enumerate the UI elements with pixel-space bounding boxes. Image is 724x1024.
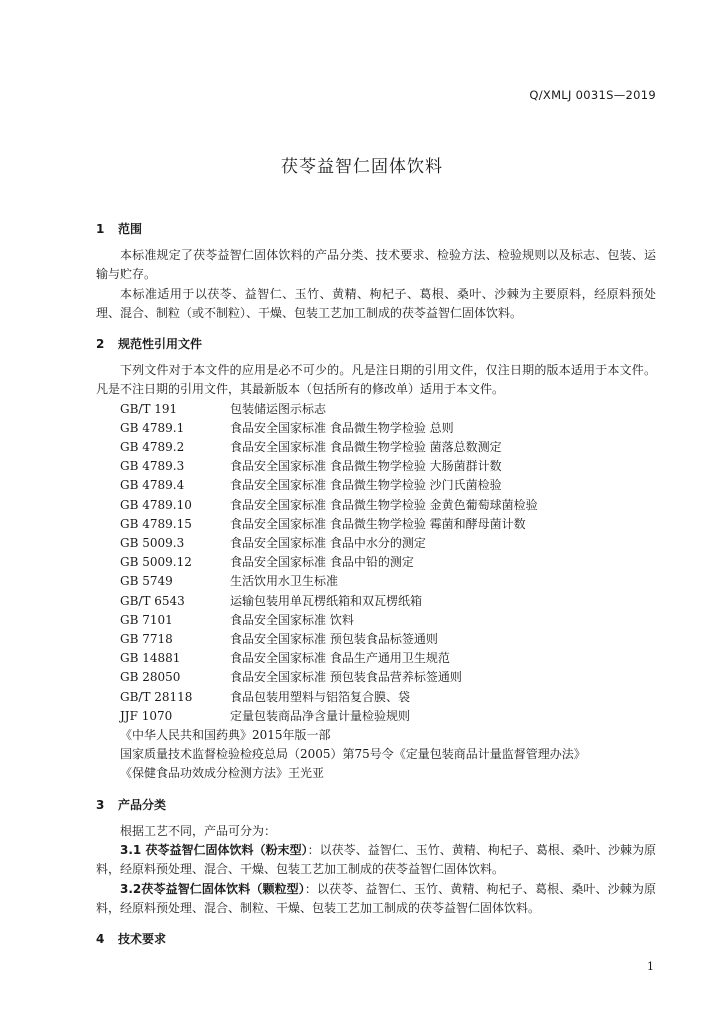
reference-list [120,400,656,726]
reference-row [120,457,656,476]
section-1-heading [96,220,656,239]
reference-name: 食品安全国家标准 预包装食品营养标签通则 [230,670,462,685]
section-number: 2 [96,337,105,352]
reference-code: GB 14881 [120,651,181,666]
reference-row [120,438,656,457]
reference-row [120,572,656,591]
reference-name: 食品安全国家标准 食品微生物学检验 菌落总数测定 [230,440,502,455]
classification-text: ：以茯苓、益智仁、玉竹、黄精、枸杞子、葛根、桑叶、沙棘为原料，经原料预处理、混合、制粒、干燥、包装工艺加工制成的茯苓益智仁固体饮料。 [96,881,656,915]
document-title: 茯苓益智仁固体饮料 [281,157,443,177]
reference-code: GB 5009.3 [120,536,185,551]
reference-code: GB 28050 [120,670,181,685]
section-title: 规范性引用文件 [118,337,203,352]
reference-code: GB 5749 [120,574,173,589]
extra-reference: 《中华人民共和国药典》2015年版一部 [120,728,331,743]
reference-name: 食品安全国家标准 食品微生物学检验 沙门氏菌检验 [230,478,502,493]
section-2-heading [96,335,656,354]
reference-name: 食品包装用塑料与铝箔复合膜、袋 [230,689,411,704]
reference-name: 食品安全国家标准 食品中铅的测定 [230,555,414,570]
reference-row [120,630,656,649]
reference-name: 食品安全国家标准 食品微生物学检验 金黄色葡萄球菌检验 [230,497,538,512]
reference-row [120,400,656,419]
classification-term: 3.2茯苓益智仁固体饮料（颗粒型） [120,881,305,896]
reference-code: GB 7718 [120,632,173,647]
reference-row [120,515,656,534]
classification-text: ：以茯苓、益智仁、玉竹、黄精、枸杞子、葛根、桑叶、沙棘为原料，经原料预处理、混合、干燥、包装工艺加工制成的茯苓益智仁固体饮料。 [96,843,656,877]
paragraph: 本标准规定了茯苓益智仁固体饮料的产品分类、技术要求、检验方法、检验规则以及标志、包装、运输与贮存。 [96,248,656,282]
reference-name: 食品安全国家标准 饮料 [230,612,354,627]
extra-reference-list [96,726,656,784]
document-body [96,216,656,956]
reference-name: 食品安全国家标准 食品微生物学检验 总则 [230,420,454,435]
section-title: 产品分类 [118,797,167,812]
reference-code: GB 4789.10 [120,497,192,512]
reference-row [120,534,656,553]
classification-item [96,841,656,879]
reference-name: 食品安全国家标准 食品微生物学检验 大肠菌群计数 [230,459,502,474]
reference-row [120,649,656,668]
reference-name: 生活饮用水卫生标准 [230,574,339,589]
reference-code: GB 5009.12 [120,555,192,570]
section-number: 3 [96,797,105,812]
section-4-heading [96,930,656,949]
reference-code: GB 4789.1 [120,420,185,435]
paragraph: 根据工艺不同，产品可分为： [120,823,277,838]
reference-name: 食品安全国家标准 食品微生物学检验 霉菌和酵母菌计数 [230,516,526,531]
reference-code: GB 7101 [120,612,173,627]
reference-name: 包装储运图示标志 [230,401,327,416]
reference-name: 食品安全国家标准 预包装食品标签通则 [230,632,438,647]
section-number: 4 [96,931,105,946]
extra-reference: 国家质量技术监督检验检疫总局（2005）第75号令《定量包装商品计量监督管理办法》 [120,747,586,762]
reference-row [120,496,656,515]
reference-code: GB 4789.2 [120,440,185,455]
reference-row [120,592,656,611]
section-title: 范围 [118,222,143,236]
section-title: 技术要求 [118,931,167,946]
reference-row [120,419,656,438]
reference-code: GB/T 28118 [120,689,193,704]
page-number: 1 [647,960,654,973]
reference-row [120,707,656,726]
reference-code: GB 4789.15 [120,516,192,531]
reference-name: 食品安全国家标准 食品生产通用卫生规范 [230,651,450,666]
reference-name: 运输包装用单瓦楞纸箱和双瓦楞纸箱 [230,593,423,608]
reference-code: JJF 1070 [120,708,173,723]
reference-row [120,668,656,687]
reference-row [120,553,656,572]
reference-code: GB 4789.4 [120,478,185,493]
classification-item [96,880,656,918]
paragraph: 下列文件对于本文件的应用是必不可少的。凡是注日期的引用文件，仅注日期的版本适用于本文件。凡是不注日期的引用文件，其最新版本（包括所有的修改单）适用于本文件。 [96,363,656,397]
reference-row [120,476,656,495]
reference-name: 食品安全国家标准 食品中水分的测定 [230,536,426,551]
section-3-heading [96,796,656,815]
classification-term: 3.1 茯苓益智仁固体饮料（粉末型） [120,843,308,858]
reference-code: GB/T 191 [120,401,178,416]
reference-name: 定量包装商品净含量计量检验规则 [230,708,411,723]
extra-reference: 《保健食品功效成分检测方法》王光亚 [120,766,325,781]
reference-row [120,611,656,630]
reference-code: GB 4789.3 [120,459,185,474]
reference-code: GB/T 6543 [120,593,185,608]
standard-code: Q/XMLJ 0031S—2019 [529,88,656,102]
section-number: 1 [96,222,105,236]
paragraph: 本标准适用于以茯苓、益智仁、玉竹、黄精、枸杞子、葛根、桑叶、沙棘为主要原料，经原料预处理、混合、制粒（或不制粒）、干燥、包装工艺加工制成的茯苓益智仁固体饮料。 [96,286,656,320]
reference-row [120,688,656,707]
